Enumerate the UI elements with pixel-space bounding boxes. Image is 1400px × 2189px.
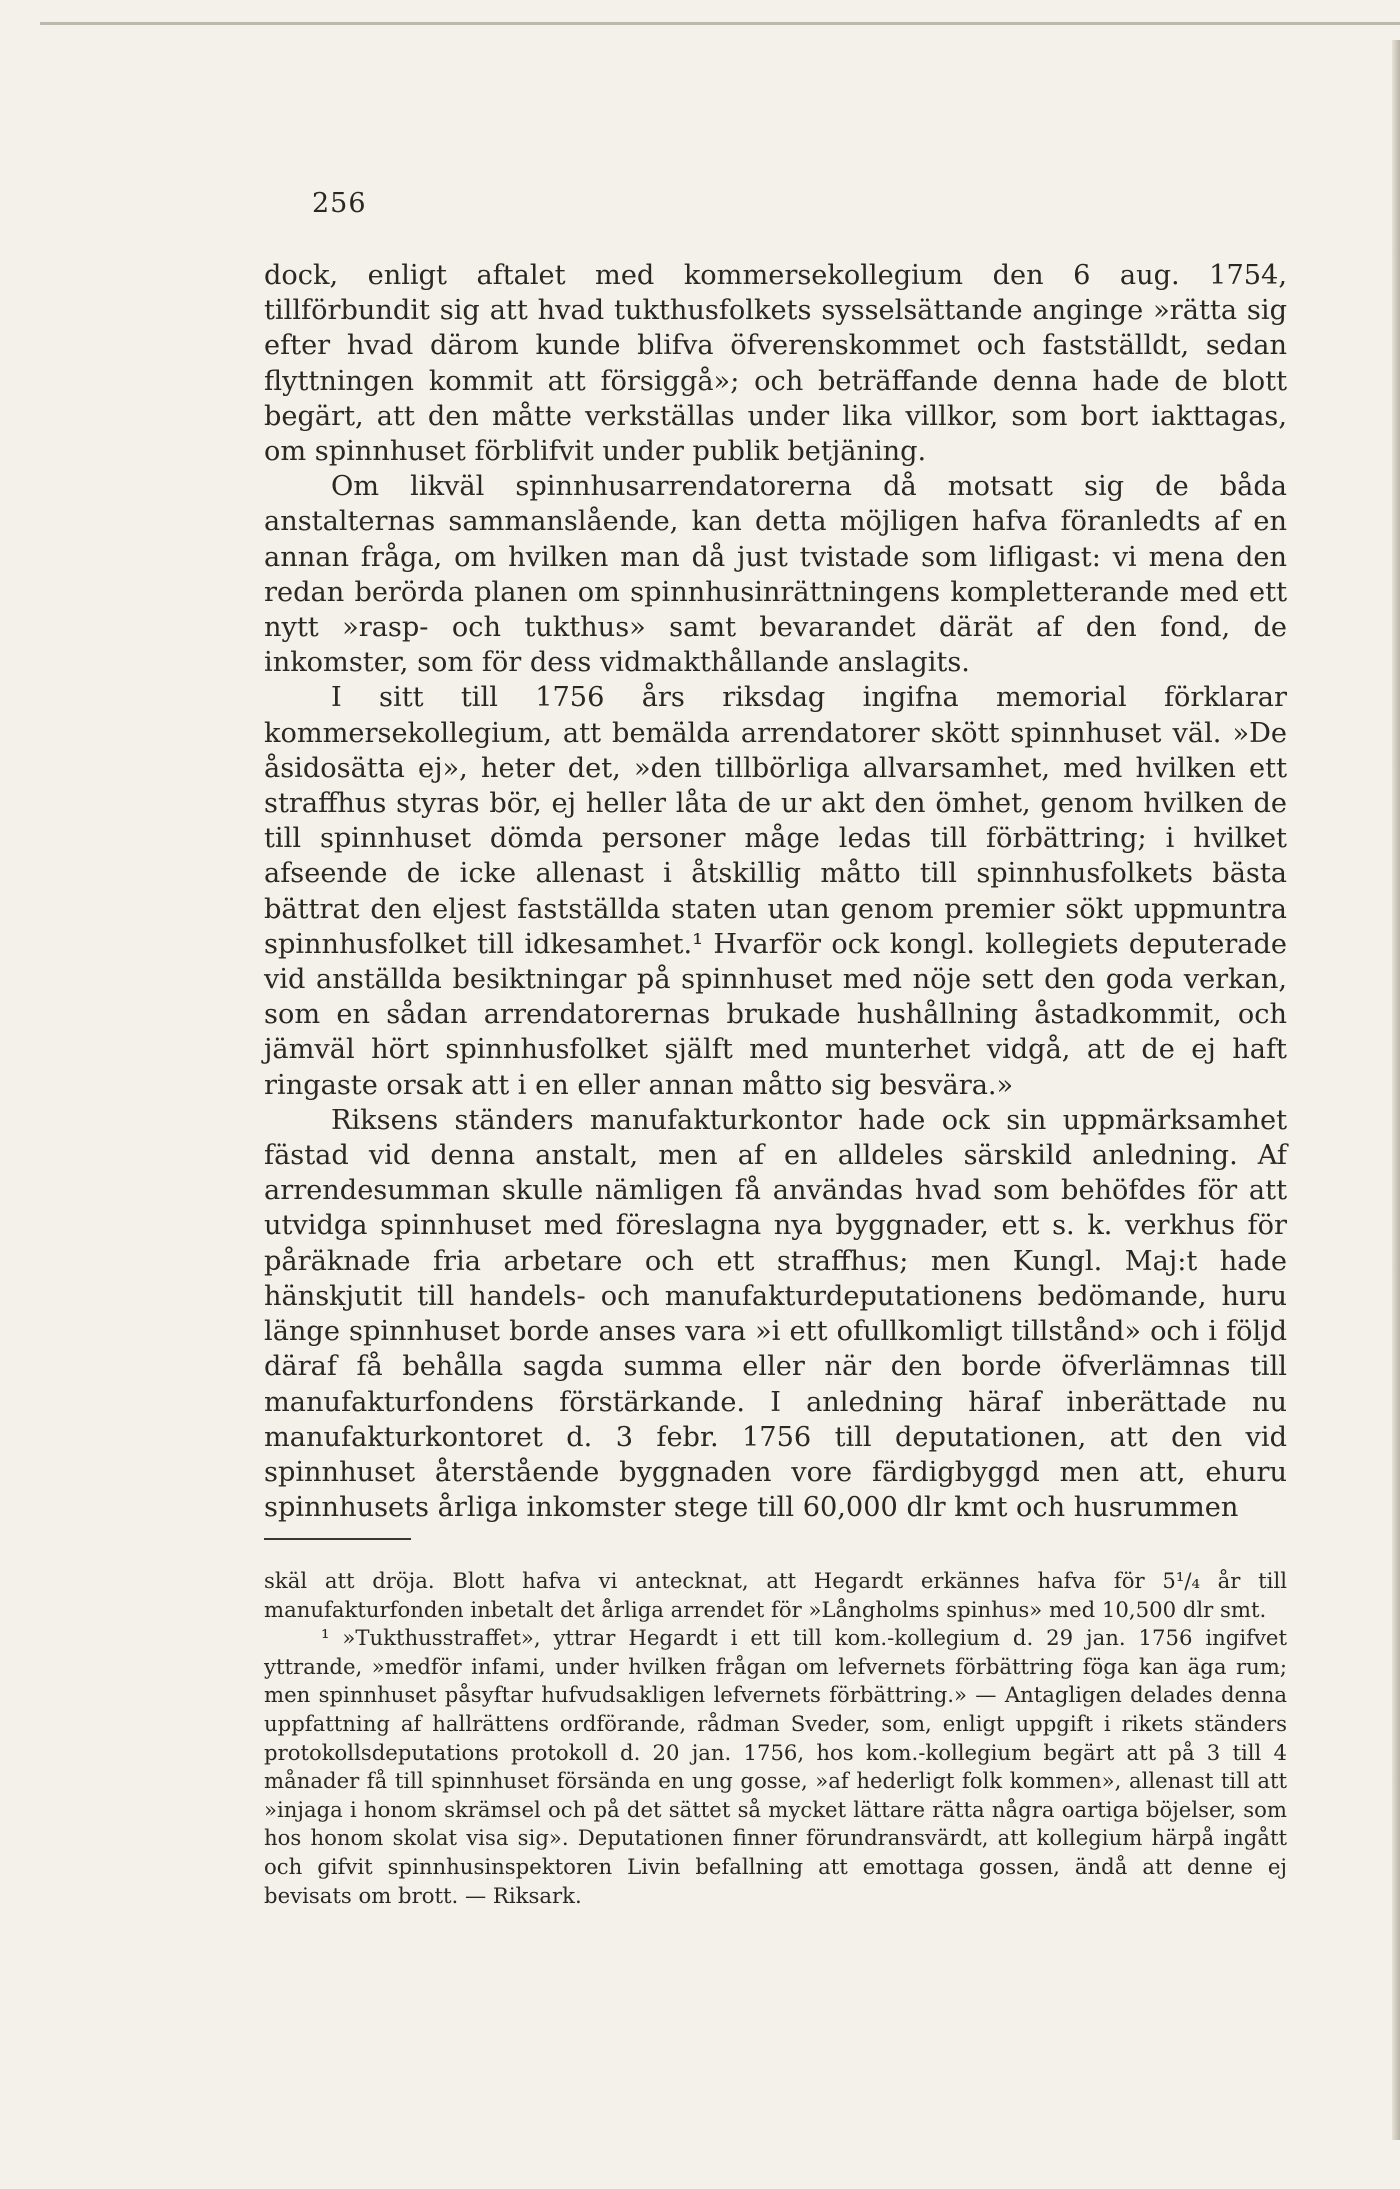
paragraph-1: dock, enligt aftalet med kommersekollegium den 6 aug. 1754, tillförbundit sig att hvad tukthusfolkets sysselsättande anginge »rätta sig efter hvad därom kunde blifva öfverenskommet och fastställdt, sedan flyttningen kommit att försiggå»; och beträffande denna hade de blott begärt, att den måtte verkställas under lika villkor, som bort iakttagas, om spinnhuset förblifvit under publik betjäning.: [264, 260, 1287, 468]
paragraph-2: Om likväl spinnhusarrendatorerna då motsatt sig de båda anstalternas sammanslående, kan detta möjligen hafva föranledts af en annan fråga, om hvilken man då just tvistade som lifligast: vi mena den redan berörda planen om spinnhusinrättningens kompletterande med ett nytt »rasp- och tukthus» samt bevarandet därät af den fond, de inkomster, som för dess vidmakthållande anslagits.: [264, 471, 1287, 679]
main-text: [264, 258, 1287, 1525]
page-number: 256: [312, 188, 367, 219]
scan-edge-right: [1392, 40, 1400, 2140]
footnotes: [264, 1567, 1287, 1910]
scan-edge-top: [40, 22, 1400, 25]
footnote-1: ¹ »Tukthusstraffet», yttrar Hegardt i ett till kom.-kollegium d. 29 jan. 1756 ingifvet yttrande, »medför infami, under hvilken frågan om lefvernets förbättring föga kan äga rum; men spinnhuset påsyftar hufvudsakligen lefvernets förbättring.» — Antagligen delades denna uppfattning af hallrättens ordförande, rådman Sveder, som, enligt uppgift i rikets ständers protokollsdeputations protokoll d. 20 jan. 1756, hos kom.-kollegium begärt att på 3 till 4 månader få till spinnhuset försända en ung gosse, »af hederligt folk kommen», allenast till att »injaga i honom skrämsel och på det sättet så mycket lättare rätta några oartiga böjelser, som hos honom skolat visa sig». Deputationen finner förundransvärdt, att kollegium härpå ingått och gifvit spinnhusinspektoren Livin befallning att emottaga gossen, ändå att denne ej bevisats om brott. — Riksark.: [264, 1625, 1287, 1908]
footnote-continuation: skäl att dröja. Blott hafva vi antecknat, att Hegardt erkännes hafva för 5¹/₄ år till manufakturfonden inbetalt det årliga arrendet för »Långholms spinhus» med 10,500 dlr smt.: [264, 1568, 1287, 1622]
footnote-divider: [264, 1538, 411, 1540]
paragraph-4: Riksens ständers manufakturkontor hade ock sin uppmärksamhet fästad vid denna anstalt, men af en alldeles särskild anledning. Af arrendesumman skulle nämligen få användas hvad som behöfdes för att utvidga spinnhuset med föreslagna nya byggnader, ett s. k. verkhus för påräknade fria arbetare och ett straffhus; men Kungl. Maj:t hade hänskjutit till handels- och manufakturdeputationens bedömande, huru länge spinnhuset borde anses vara »i ett ofullkomligt tillstånd» och i följd däraf få behålla sagda summa eller när den borde öfverlämnas till manufakturfondens förstärkande. I anledning häraf inberättade nu manufakturkontoret d. 3 febr. 1756 till deputationen, att den vid spinnhuset återstående byggnaden vore färdigbyggd men att, ehuru spinnhusets årliga inkomster stege till 60,000 dlr kmt och husrummen: [264, 1104, 1287, 1524]
paragraph-3: I sitt till 1756 års riksdag ingifna memorial förklarar kommersekollegium, att bemälda arrendatorer skött spinnhuset väl. »De åsidosätta ej», heter det, »den tillbörliga allvarsamhet, med hvilken ett straffhus styras bör, ej heller låta de ur akt den ömhet, genom hvilken de till spinnhuset dömda personer måge ledas till förbättring; i hvilket afseende de icke allenast i åtskillig måtto till spinnhusfolkets bästa bättrat den eljest fastställda staten utan genom premier sökt uppmuntra spinnhusfolket till idkesamhet.¹ Hvarför ock kongl. kollegiets deputerade vid anställda besiktningar på spinnhuset med nöje sett den goda verkan, som en sådan arrendatorernas brukade hushållning åstadkommit, och jämväl hört spinnhusfolket själft med munterhet vidgå, att de ej haft ringaste orsak att i en eller annan måtto sig besvära.»: [264, 682, 1287, 1101]
